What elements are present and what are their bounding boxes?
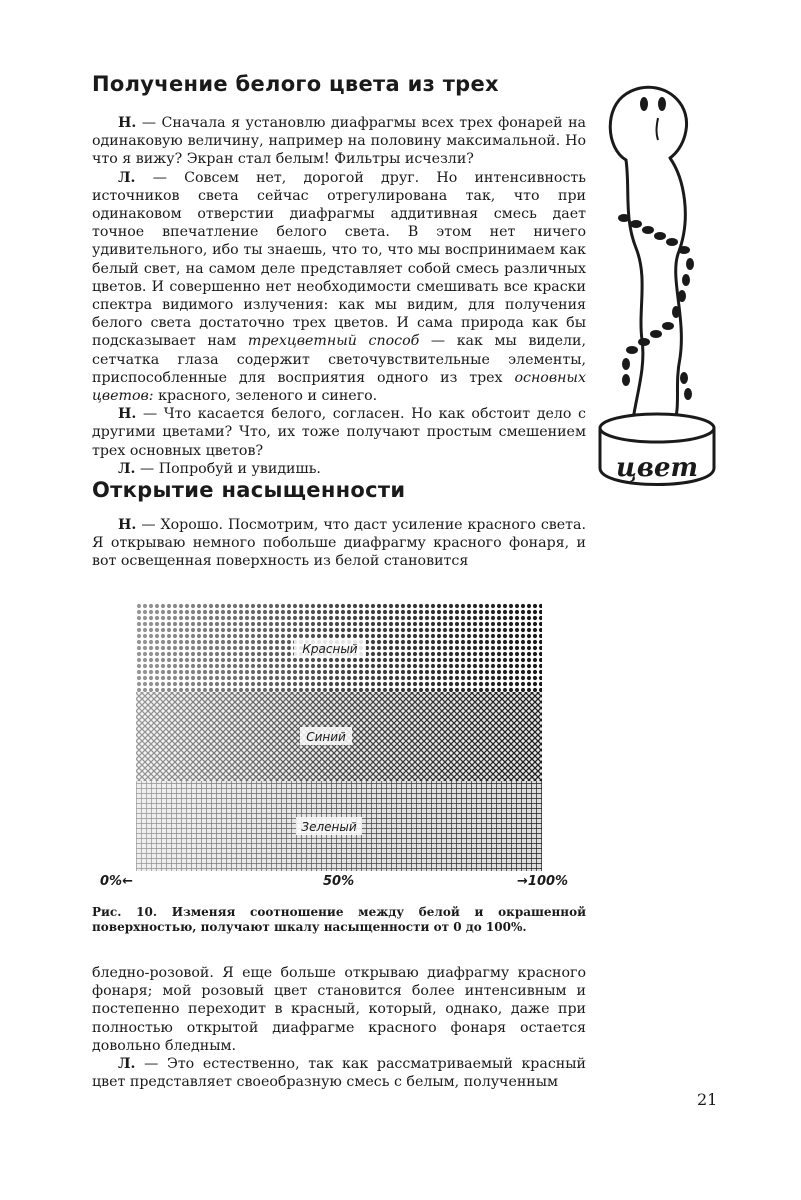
paragraph: [92, 169, 586, 406]
speaker-label: Н.: [118, 517, 137, 533]
paragraph-text: — Совсем нет, дорогой друг. Но интенсивность источников света сейчас отрегулирована так, что при одинаковом отверстии диафрагмы аддитивная смесь дает точное впечатление белого света. В этом нет ничего удивительного, ибо ты знаешь, что то, что мы воспринимаем как белый свет, на самом деле представляет собой смесь различных цветов. И совершенно нет необходимости смешивать все краски спектра видимого излучения: как мы видим, для получения белого света достаточно трех цветов. И сама природа как бы подсказывает нам: [92, 169, 586, 350]
paragraph-text: — Что касается белого, согласен. Но как обстоит дело с другими цветами? Что, их тоже получают простым смешением трех основных цветов?: [92, 406, 586, 459]
dialogue-block-continued: [92, 964, 586, 1091]
band-label: Синий: [306, 730, 346, 744]
section-heading-saturation: Открытие насыщенности: [92, 478, 406, 502]
axis-label-end: →100%: [517, 874, 569, 889]
paragraph: [92, 114, 586, 169]
dialogue-block-white: [92, 114, 586, 478]
page-number: 21: [697, 1090, 718, 1109]
jar-label: цвет: [615, 453, 699, 483]
paragraph-text: — Попробуй и увидишь.: [135, 460, 321, 477]
paragraph: [92, 405, 586, 460]
section-heading-white-from-three: Получение белого цвета из трех: [92, 72, 499, 96]
paragraph-text: — Сначала я установлю диафрагмы всех трех фонарей на одинаковую величину, например на половину максимальной. Но что я вижу? Экран стал белым! Фильтры исчезли?: [92, 115, 586, 168]
paragraph-text: — Это естественно, так как рассматриваемый красный цвет представляет своеобразную смесь с белым, полученным: [92, 1056, 586, 1091]
paragraph: [92, 460, 586, 478]
paragraph-text: красного, зеленого и синего.: [153, 388, 378, 405]
color-jar-mascot-illustration: [586, 78, 726, 498]
paragraph: бледно-розовой. Я еще больше открываю диафрагму красного фонаря; мой розовый цвет становится более интенсивным и постепенно переходит в красный, который, однако, даже при полностью открытой диафрагме красного фонаря остается довольно бледным.: [92, 965, 586, 1054]
dialogue-block-saturation: [92, 516, 586, 571]
paragraph-text: — Хорошо. Посмотрим, что даст усиление красного света. Я открываю немного побольше диафрагму красного фонаря, и вот освещенная поверхность из белой становится: [92, 517, 586, 570]
paragraph: [92, 516, 586, 571]
paragraph: [92, 1055, 586, 1091]
speaker-label: Н.: [118, 115, 137, 131]
speaker-label: Л.: [118, 1056, 136, 1073]
axis-label-start: 0%←: [100, 874, 133, 889]
speaker-label: Л.: [118, 169, 136, 186]
band-label: Зеленый: [301, 820, 357, 834]
saturation-scale-figure: [136, 603, 542, 871]
figure-caption: Рис. 10. Изменяя соотношение между белой и окрашенной поверхностью, получают шкалу насыщенности от 0 до 100%.: [92, 905, 586, 934]
italic-term: основных цветов:: [92, 369, 586, 405]
axis-label-mid: 50%: [323, 874, 355, 889]
band-label: Красный: [302, 642, 358, 656]
speaker-label: Л.: [118, 460, 136, 477]
paragraph-text: — как мы видели, сетчатка глаза содержит светочувствительные элементы, приспособленные для восприятия одного из трех: [92, 333, 586, 386]
italic-term: трехцветный способ: [247, 333, 420, 350]
speaker-label: Н.: [118, 406, 137, 423]
